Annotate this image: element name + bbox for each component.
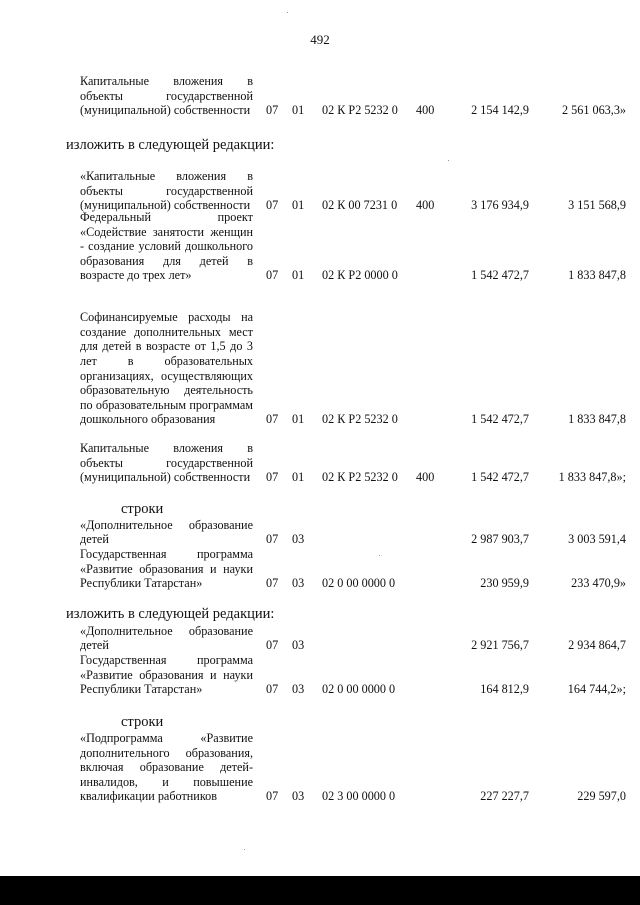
row-amount-year1: 227 227,7	[480, 789, 529, 804]
row-amount-year2: 3 151 568,9	[568, 198, 626, 213]
scan-speck	[379, 555, 380, 556]
row-target-article: 02 0 00 0000 0	[322, 682, 396, 697]
row-section: 07	[266, 532, 279, 547]
table-row	[0, 58, 640, 118]
row-target-article: 02 К 00 7231 0	[322, 198, 398, 213]
row-section: 07	[266, 470, 279, 485]
row-amount-year1: 3 176 934,9	[471, 198, 529, 213]
section-heading: изложить в следующей редакции:	[66, 137, 275, 153]
row-amount-year1: 1 542 472,7	[471, 470, 529, 485]
row-amount-year2: 2 934 864,7	[568, 638, 626, 653]
row-section: 07	[266, 268, 279, 283]
row-amount-year1: 1 542 472,7	[471, 412, 529, 427]
row-amount-year2: 3 003 591,4	[568, 532, 626, 547]
row-subsection: 03	[292, 532, 305, 547]
row-expense-type: 400	[416, 103, 435, 118]
row-subsection: 01	[292, 412, 305, 427]
row-amount-year2: 1 833 847,8	[568, 412, 626, 427]
row-subsection: 01	[292, 103, 305, 118]
row-target-article: 02 К Р2 0000 0	[322, 268, 398, 283]
table-row	[0, 622, 640, 653]
row-section: 07	[266, 103, 279, 118]
row-amount-year1: 230 959,9	[480, 576, 529, 591]
row-name: Федеральный проект «Содействие занятости женщин - создание условий дошкольного образования для детей в возрасте до трех лет»	[80, 210, 253, 283]
row-amount-year1: 1 542 472,7	[471, 268, 529, 283]
table-row	[0, 282, 640, 427]
row-subsection: 03	[292, 682, 305, 697]
row-amount-year1: 2 987 903,7	[471, 532, 529, 547]
row-name: «Дополнительное образование детей	[80, 623, 253, 653]
row-amount-year1: 2 921 756,7	[471, 638, 529, 653]
row-section: 07	[266, 412, 279, 427]
row-subsection: 03	[292, 576, 305, 591]
row-name: «Подпрограмма «Развитие дополнительного образования, включая образование детей-инвалидов, и повышение квалификации работников	[80, 731, 253, 804]
row-section: 07	[266, 682, 279, 697]
row-name: Государственная программа «Развитие образования и науки Республики Татарстан»	[80, 653, 253, 697]
row-target-article: 02 К Р2 5232 0	[322, 470, 398, 485]
scan-bottom-border	[0, 876, 640, 905]
row-name: «Дополнительное образование детей	[80, 517, 253, 547]
row-name: Софинансируемые расходы на создание дополнительных мест для детей в возрасте от 1,5 до 3 лет в образовательных организациях, осуществляющих образовательную деятельность по образовательным программам дошкольного образования	[80, 310, 253, 427]
row-target-article: 02 3 00 0000 0	[322, 789, 396, 804]
row-subsection: 01	[292, 198, 305, 213]
scan-speck	[287, 12, 288, 13]
row-name: Капитальные вложения в объекты государственной (муниципальной) собственности	[80, 441, 253, 485]
section-heading: строки	[121, 501, 164, 517]
row-target-article: 02 0 00 0000 0	[322, 576, 396, 591]
row-subsection: 01	[292, 470, 305, 485]
table-row	[0, 516, 640, 547]
table-row	[0, 211, 640, 283]
section-heading: строки	[121, 714, 164, 730]
row-amount-year2: 1 833 847,8»;	[558, 470, 626, 485]
row-expense-type: 400	[416, 198, 435, 213]
row-target-article: 02 К Р2 5232 0	[322, 103, 398, 118]
row-amount-year2: 164 744,2»;	[567, 682, 626, 697]
row-target-article: 02 К Р2 5232 0	[322, 412, 398, 427]
row-name: «Капитальные вложения в объекты государственной (муниципальной) собственности	[80, 169, 253, 213]
row-subsection: 03	[292, 789, 305, 804]
row-section: 07	[266, 198, 279, 213]
row-section: 07	[266, 789, 279, 804]
row-amount-year2: 1 833 847,8	[568, 268, 626, 283]
row-amount-year2: 229 597,0	[577, 789, 626, 804]
row-amount-year2: 2 561 063,3»	[562, 103, 626, 118]
scan-speck	[244, 849, 245, 850]
table-row	[0, 425, 640, 485]
row-amount-year1: 164 812,9	[480, 682, 529, 697]
table-row	[0, 730, 640, 804]
scan-speck	[448, 160, 449, 161]
page-number: 492	[310, 32, 330, 47]
table-row	[0, 153, 640, 213]
row-name: Государственная программа «Развитие образования и науки Республики Татарстан»	[80, 547, 253, 591]
row-expense-type: 400	[416, 470, 435, 485]
row-amount-year1: 2 154 142,9	[471, 103, 529, 118]
row-section: 07	[266, 576, 279, 591]
table-row	[0, 546, 640, 591]
table-row	[0, 652, 640, 697]
row-name: Капитальные вложения в объекты государственной (муниципальной) собственности	[80, 74, 253, 118]
row-subsection: 03	[292, 638, 305, 653]
row-section: 07	[266, 638, 279, 653]
row-amount-year2: 233 470,9»	[571, 576, 626, 591]
section-heading: изложить в следующей редакции:	[66, 606, 275, 622]
row-subsection: 01	[292, 268, 305, 283]
